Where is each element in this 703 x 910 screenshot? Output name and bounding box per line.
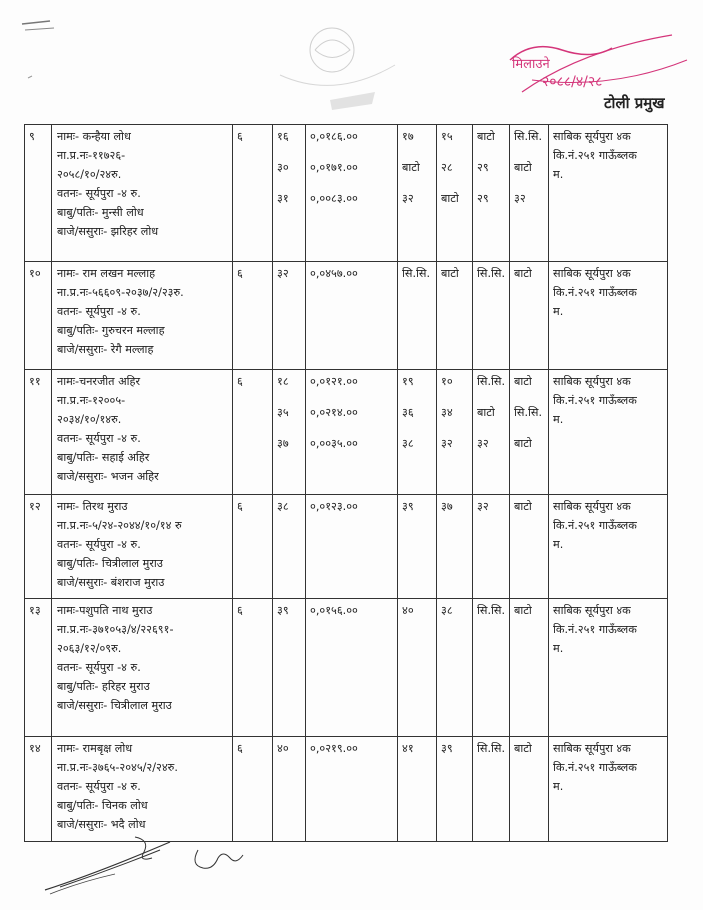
plot-west: १० xyxy=(441,375,453,388)
owner-detail-line: वतनः- सूर्यपुरा -४ रु. xyxy=(57,305,141,318)
serial-number-cell: ११ xyxy=(25,370,52,495)
remarks-line: कि.नं.२५१ गाऊँब्लक xyxy=(553,394,637,407)
remarks-line: म. xyxy=(553,642,564,655)
plot-east: ३९ xyxy=(402,500,414,513)
plot-west: ३२ xyxy=(441,437,453,450)
plot-west: बाटो xyxy=(441,267,459,280)
east-cell xyxy=(398,370,437,495)
remarks-line: साबिक सूर्यपुरा ४क xyxy=(553,130,631,143)
area-cell xyxy=(306,495,398,599)
table-row xyxy=(25,262,668,370)
table-row xyxy=(25,599,668,737)
plot-west: ३४ xyxy=(441,406,453,419)
table-row xyxy=(25,737,668,842)
signature-2 xyxy=(188,840,248,880)
area-cell xyxy=(306,370,398,495)
owner-details-cell xyxy=(52,599,233,737)
plot-east: ३८ xyxy=(402,437,414,450)
owner-detail-line: वतनः- सूर्यपुरा -४ रु. xyxy=(57,780,141,793)
ward-cell: ६ xyxy=(233,125,273,262)
plot-east: सि.सि. xyxy=(402,267,431,280)
remarks-line: म. xyxy=(553,168,564,181)
north-cell xyxy=(473,262,510,370)
north-cell xyxy=(473,370,510,495)
remarks-line: कि.नं.२५१ गाऊँब्लक xyxy=(553,761,637,774)
plot-east: ३६ xyxy=(402,406,414,419)
owner-details-cell xyxy=(52,262,233,370)
plot-area: ०,०१२१.०० xyxy=(310,375,358,388)
owner-detail-line: बाबु/पतिः- हरिहर मुराउ xyxy=(57,680,150,693)
plot-kitta: ३८ xyxy=(277,500,289,513)
owner-detail-line: बाबु/पतिः- चिनक लोध xyxy=(57,799,148,812)
owner-details-cell xyxy=(52,125,233,262)
owner-detail-line: २०३४/१०/१४रु. xyxy=(57,413,122,426)
table-row xyxy=(25,370,668,495)
plot-west: ३८ xyxy=(441,604,453,617)
plot-south: बाटो xyxy=(514,500,532,513)
north-cell xyxy=(473,125,510,262)
remarks-line: साबिक सूर्यपुरा ४क xyxy=(553,604,631,617)
east-cell xyxy=(398,599,437,737)
remarks-line: कि.नं.२५१ गाऊँब्लक xyxy=(553,149,637,162)
remarks-line: म. xyxy=(553,538,564,551)
west-cell xyxy=(437,262,473,370)
serial-number-cell: १४ xyxy=(25,737,52,842)
east-cell xyxy=(398,495,437,599)
east-cell xyxy=(398,737,437,842)
north-cell xyxy=(473,599,510,737)
west-cell xyxy=(437,370,473,495)
plot-area: ०,०२१९.०० xyxy=(310,742,358,755)
owner-detail-line: बाजे/ससुराः- चित्रीलाल मुराउ xyxy=(57,699,172,712)
plot-kitta: ४० xyxy=(277,742,289,755)
serial-number-cell: १२ xyxy=(25,495,52,599)
west-cell xyxy=(437,599,473,737)
plot-south: सि.सि. xyxy=(514,130,543,143)
owner-detail-line: वतनः- सूर्यपुरा -४ रु. xyxy=(57,538,141,551)
south-cell xyxy=(510,370,549,495)
owner-detail-line: बाजे/ससुराः- रेगै मल्लाह xyxy=(57,343,154,356)
owner-detail-line: बाजे/ससुराः- बंशराज मुराउ xyxy=(57,576,165,589)
plot-west: १५ xyxy=(441,130,453,143)
plot-west: २८ xyxy=(441,161,453,174)
plot-north: सि.सि. xyxy=(477,604,506,617)
plot-area: ०,०१५६.०० xyxy=(310,604,358,617)
plot-kitta: ३० xyxy=(277,161,289,174)
serial-number-cell: ९ xyxy=(25,125,52,262)
plot-kitta: ३७ xyxy=(277,437,289,450)
kitta-cell xyxy=(273,370,306,495)
remarks-line: साबिक सूर्यपुरा ४क xyxy=(553,500,631,513)
plot-east: १७ xyxy=(402,130,414,143)
ward-cell: ६ xyxy=(233,737,273,842)
plot-east: ४१ xyxy=(402,742,414,755)
west-cell xyxy=(437,125,473,262)
table-row xyxy=(25,125,668,262)
plot-east: बाटो xyxy=(402,161,420,174)
owner-detail-line: बाबु/पतिः- सहाई अहिर xyxy=(57,451,150,464)
remarks-cell xyxy=(549,262,668,370)
owner-details-cell xyxy=(52,495,233,599)
owner-detail-line: बाजे/ससुराः- भदै लोध xyxy=(57,818,146,831)
owner-detail-line: नामः-पशुपति नाथ मुराउ xyxy=(57,604,153,617)
remarks-line: म. xyxy=(553,780,564,793)
owner-detail-line: बाबु/पतिः- चित्रीलाल मुराउ xyxy=(57,557,163,570)
plot-south: ३२ xyxy=(514,192,526,205)
serial-number-cell: १३ xyxy=(25,599,52,737)
corner-pen-mark xyxy=(20,18,60,93)
owner-detail-line: नामः- रामबृक्ष लोध xyxy=(57,742,133,755)
plot-north: बाटो xyxy=(477,406,495,419)
owner-detail-line: ना.प्र.नः-३७६५-२०४५/२/२४रु. xyxy=(57,761,178,774)
owner-detail-line: बाबु/पतिः- गुरुचरन मल्लाह xyxy=(57,324,165,337)
plot-south: बाटो xyxy=(514,604,532,617)
stamp-text-3: टोली प्रमुख xyxy=(604,94,665,112)
plot-area: ०,००८३.०० xyxy=(310,192,358,205)
plot-north: २९ xyxy=(477,161,489,174)
remarks-line: साबिक सूर्यपुरा ४क xyxy=(553,267,631,280)
plot-south: बाटो xyxy=(514,742,532,755)
plot-south: बाटो xyxy=(514,267,532,280)
owner-details-cell xyxy=(52,370,233,495)
west-cell xyxy=(437,737,473,842)
owner-detail-line: ना.प्र.नः-११७२६- xyxy=(57,149,126,162)
owner-detail-line: २०६३/१२/०९रु. xyxy=(57,642,122,655)
plot-south: बाटो xyxy=(514,437,532,450)
plot-kitta: १८ xyxy=(277,375,289,388)
remarks-cell xyxy=(549,370,668,495)
owner-detail-line: नामः- तिरथ मुराउ xyxy=(57,500,128,513)
area-cell xyxy=(306,737,398,842)
plot-east: ३२ xyxy=(402,192,414,205)
ward-cell: ६ xyxy=(233,370,273,495)
remarks-line: कि.नं.२५१ गाऊँब्लक xyxy=(553,519,637,532)
plot-kitta: ३५ xyxy=(277,406,289,419)
area-cell xyxy=(306,262,398,370)
south-cell xyxy=(510,737,549,842)
kitta-cell xyxy=(273,262,306,370)
west-cell xyxy=(437,495,473,599)
plot-north: ३२ xyxy=(477,437,489,450)
owner-detail-line: वतनः- सूर्यपुरा -४ रु. xyxy=(57,661,141,674)
owner-detail-line: बाजे/ससुराः- झरिहर लोध xyxy=(57,225,159,238)
south-cell xyxy=(510,599,549,737)
plot-north: ३२ xyxy=(477,500,489,513)
owner-detail-line: नामः- कन्हैया लोध xyxy=(57,130,131,143)
plot-south: बाटो xyxy=(514,161,532,174)
kitta-cell xyxy=(273,125,306,262)
ward-cell: ६ xyxy=(233,599,273,737)
owner-detail-line: ना.प्र.नः-५/२४-२०४४/१०/१४ रु xyxy=(57,519,182,532)
owner-detail-line: वतनः- सूर्यपुरा -४ रु. xyxy=(57,187,141,200)
owner-detail-line: वतनः- सूर्यपुरा -४ रु. xyxy=(57,432,141,445)
owner-detail-line: नामः-चनरजीत अहिर xyxy=(57,375,141,388)
owner-detail-line: बाजे/ससुराः- भजन अहिर xyxy=(57,470,159,483)
ward-cell: ६ xyxy=(233,495,273,599)
remarks-line: साबिक सूर्यपुरा ४क xyxy=(553,375,631,388)
area-cell xyxy=(306,125,398,262)
owner-detail-line: ना.प्र.नः-३७१०५३/४/२२६९१- xyxy=(57,623,174,636)
plot-east: १९ xyxy=(402,375,414,388)
south-cell xyxy=(510,125,549,262)
remarks-line: कि.नं.२५१ गाऊँब्लक xyxy=(553,286,637,299)
remarks-line: म. xyxy=(553,305,564,318)
south-cell xyxy=(510,495,549,599)
kitta-cell xyxy=(273,495,306,599)
plot-area: ०,०१७१.०० xyxy=(310,161,358,174)
owner-details-cell xyxy=(52,737,233,842)
plot-kitta: ३९ xyxy=(277,604,289,617)
plot-west: ३९ xyxy=(441,742,453,755)
plot-north: बाटो xyxy=(477,130,495,143)
plot-area: ०,०१२३.०० xyxy=(310,500,358,513)
plot-north: सि.सि. xyxy=(477,742,506,755)
plot-area: ०,०४५७.०० xyxy=(310,267,358,280)
plot-area: ०,०१८६.०० xyxy=(310,130,358,143)
remarks-cell xyxy=(549,125,668,262)
serial-number-cell: १० xyxy=(25,262,52,370)
remarks-line: म. xyxy=(553,413,564,426)
plot-kitta: ३१ xyxy=(277,192,289,205)
remarks-cell xyxy=(549,737,668,842)
stamp-text-1: मिलाउने xyxy=(512,57,550,72)
plot-area: ०,०२१४.०० xyxy=(310,406,358,419)
remarks-cell xyxy=(549,495,668,599)
plot-west: ३७ xyxy=(441,500,453,513)
stamp-text-2: २०८८/४/२८ xyxy=(542,74,603,90)
ward-cell: ६ xyxy=(233,262,273,370)
owner-detail-line: नामः- राम लखन मल्लाह xyxy=(57,267,156,280)
owner-detail-line: ना.प्र.नः-१२००५- xyxy=(57,394,126,407)
north-cell xyxy=(473,737,510,842)
plot-west: बाटो xyxy=(441,192,459,205)
area-cell xyxy=(306,599,398,737)
table-row xyxy=(25,495,668,599)
plot-north: सि.सि. xyxy=(477,267,506,280)
remarks-line: साबिक सूर्यपुरा ४क xyxy=(553,742,631,755)
plot-south: सि.सि. xyxy=(514,406,543,419)
plot-north: २९ xyxy=(477,192,489,205)
north-cell xyxy=(473,495,510,599)
south-cell xyxy=(510,262,549,370)
plot-kitta: ३२ xyxy=(277,267,289,280)
plot-south: बाटो xyxy=(514,375,532,388)
plot-area: ०,००३५.०० xyxy=(310,437,358,450)
plot-east: ४० xyxy=(402,604,414,617)
owner-detail-line: ना.प्र.नः-५६६०९-२०३७/२/२३रु. xyxy=(57,286,184,299)
kitta-cell xyxy=(273,737,306,842)
land-records-table xyxy=(24,124,668,842)
remarks-cell xyxy=(549,599,668,737)
signature-1 xyxy=(40,832,180,897)
owner-detail-line: २०५८/१०/२४रु. xyxy=(57,168,122,181)
plot-north: सि.सि. xyxy=(477,375,506,388)
official-seal-emblem xyxy=(270,20,400,115)
kitta-cell xyxy=(273,599,306,737)
verification-stamp xyxy=(492,20,697,115)
remarks-line: कि.नं.२५१ गाऊँब्लक xyxy=(553,623,637,636)
plot-kitta: १६ xyxy=(277,130,289,143)
east-cell xyxy=(398,125,437,262)
east-cell xyxy=(398,262,437,370)
owner-detail-line: बाबु/पतिः- मुन्सी लोध xyxy=(57,206,144,219)
